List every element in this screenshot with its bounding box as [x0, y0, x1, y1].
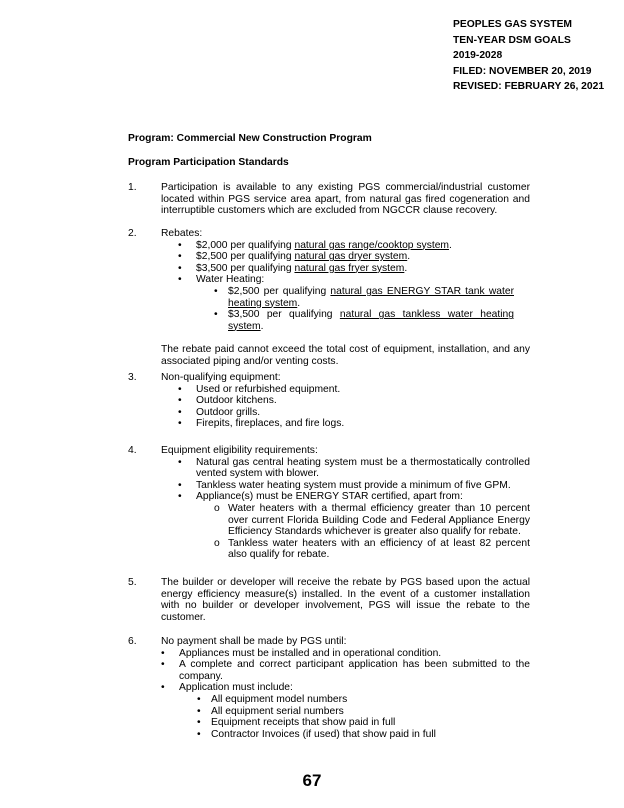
- list-item: • Outdoor grills.: [178, 407, 530, 419]
- item-number: 1.: [128, 182, 137, 193]
- item-6-block: [161, 636, 530, 740]
- item-number: 2.: [128, 228, 137, 239]
- list-item: • All equipment serial numbers: [197, 706, 530, 718]
- list-item: • Used or refurbished equipment.: [178, 384, 530, 396]
- item-2-lead: Rebates:: [161, 228, 203, 239]
- list-item: • Appliances must be installed and in operational condition.: [161, 648, 530, 660]
- rebate-note: The rebate paid cannot exceed the total cost of equipment, installation, and any associated piping and/or venting costs.: [161, 344, 530, 367]
- item-number: 5.: [128, 577, 137, 588]
- item-number: 4.: [128, 445, 137, 456]
- list-item: • Application must include:: [161, 682, 530, 694]
- non-qualifying-list: [178, 384, 530, 430]
- list-item: o Tankless water heaters with an efficiency of at least 82 percent also qualify for rebate.: [214, 538, 530, 561]
- standards-title: Program Participation Standards: [128, 157, 289, 168]
- item-5-text: The builder or developer will receive the rebate by PGS based upon the actual energy efficiency measure(s) installed. In the event of a customer installation with no builder or developer involvement, PGS will issue the rebate to the customer.: [161, 577, 530, 623]
- list-item: • Outdoor kitchens.: [178, 395, 530, 407]
- payment-conditions-list: [161, 648, 530, 694]
- list-item: o Water heaters with a thermal efficiency greater than 10 percent over current Florida Building Code and Federal Appliance Energy Efficiency Standards whichever is greater also qualify for rebate.: [214, 503, 530, 538]
- eligibility-list: [178, 457, 530, 503]
- item-number: 6.: [128, 636, 137, 647]
- list-item: • A complete and correct participant application has been submitted to the company.: [161, 659, 530, 682]
- document-header: [453, 17, 604, 95]
- exception-list: [214, 503, 530, 561]
- page-number: 67: [302, 771, 322, 790]
- item-4-block: [161, 445, 530, 561]
- rebate-link: natural gas fryer system: [294, 262, 405, 274]
- rebate-link: natural gas range/cooktop system: [294, 239, 450, 251]
- list-item: • Firepits, fireplaces, and fire logs.: [178, 418, 530, 430]
- program-title: Program: Commercial New Construction Program: [128, 133, 372, 144]
- header-line: FILED: NOVEMBER 20, 2019: [453, 65, 592, 77]
- header-line: 2019-2028: [453, 50, 503, 61]
- rebate-list: [178, 240, 530, 286]
- item-number: 3.: [128, 372, 137, 383]
- list-item: • $2,000 per qualifying natural gas range/cooktop system.: [178, 240, 530, 252]
- item-1-text: Participation is available to any existing PGS commercial/industrial customer located within PGS service area apart, from natural gas fired cogeneration and interruptible customers which are excluded from NGCCR clause recovery.: [161, 182, 530, 217]
- item-3-block: [161, 372, 530, 430]
- list-item: • $2,500 per qualifying natural gas ENERGY STAR tank water heating system.: [214, 286, 514, 309]
- rebate-link: natural gas dryer system: [294, 251, 408, 263]
- list-item: • Equipment receipts that show paid in full: [197, 717, 530, 729]
- list-item: • Contractor Invoices (if used) that show paid in full: [197, 729, 530, 741]
- rebate-link: natural gas ENERGY STAR tank water heating system: [228, 285, 514, 309]
- header-line: TEN-YEAR DSM GOALS: [453, 34, 571, 46]
- header-line: PEOPLES GAS SYSTEM: [453, 19, 573, 30]
- list-item: • Appliance(s) must be ENERGY STAR certified, apart from:: [178, 491, 530, 503]
- item-4-lead: Equipment eligibility requirements:: [161, 445, 318, 456]
- item-2-block: [161, 228, 530, 368]
- list-item: • $3,500 per qualifying natural gas fryer system.: [178, 263, 530, 275]
- rebate-link: natural gas tankless water heating system: [228, 309, 515, 332]
- application-requirements-list: [197, 694, 530, 740]
- header-line: REVISED: FEBRUARY 26, 2021: [453, 81, 605, 92]
- list-item: • Natural gas central heating system must be a thermostatically controlled vented system with blower.: [178, 457, 530, 480]
- item-3-lead: Non-qualifying equipment:: [161, 372, 281, 383]
- list-item: • Water Heating:: [178, 274, 530, 286]
- item-6-lead: No payment shall be made by PGS until:: [161, 636, 347, 647]
- list-item: • $3,500 per qualifying natural gas tankless water heating system.: [214, 309, 514, 332]
- list-item: • $2,500 per qualifying natural gas dryer system.: [178, 251, 530, 263]
- water-heating-list: [214, 286, 514, 332]
- list-item: • All equipment model numbers: [197, 694, 530, 706]
- list-item: • Tankless water heating system must provide a minimum of five GPM.: [178, 480, 530, 492]
